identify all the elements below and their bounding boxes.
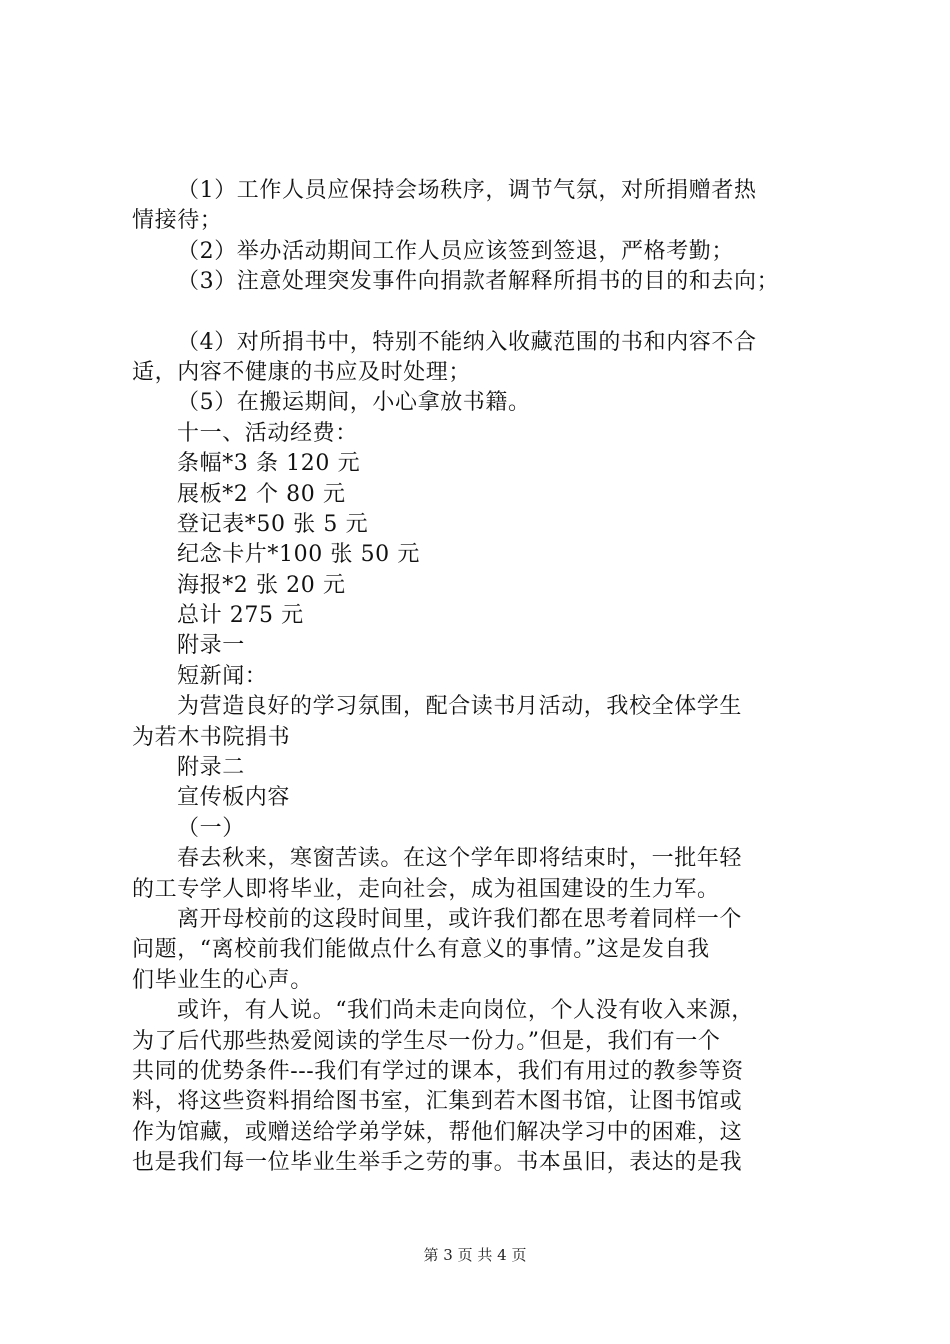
text-line: 适，内容不健康的书应及时处理； (132, 359, 472, 385)
text-line: 宣传板内容 (177, 785, 291, 811)
text-line: 春去秋来，寒窗苦读。在这个学年即将结束时，一批年轻 (177, 846, 743, 872)
budget-item: 条幅*3 条 120 元 (177, 451, 361, 477)
text-line: 或许，有人说。“我们尚未走向岗位，个人没有收入来源， (177, 998, 754, 1024)
text-line: （5）在搬运期间，小心拿放书籍。 (177, 390, 531, 416)
text-line: （一） (177, 815, 245, 841)
page-number-footer: 第 3 页 共 4 页 (423, 1246, 527, 1264)
document-body (132, 176, 844, 1179)
budget-total: 总计 275 元 (177, 603, 304, 629)
text-line: 为营造良好的学习氛围，配合读书月活动，我校全体学生 (177, 694, 743, 720)
appendix-heading: 附录二 (177, 755, 245, 781)
text-line: 共同的优势条件---我们有学过的课本，我们有用过的教参等资 (132, 1058, 744, 1084)
text-line: 为了后代那些热爱阅读的学生尽一份力。”但是，我们有一个 (132, 1028, 721, 1054)
text-line: 作为馆藏，或赠送给学弟学妹，帮他们解决学习中的困难，这 (132, 1119, 743, 1145)
text-line: 料，将这些资料捐给图书室，汇集到若木图书馆，让图书馆或 (132, 1089, 743, 1115)
budget-item: 展板*2 个 80 元 (177, 481, 346, 507)
text-line: 为若木书院捐书 (132, 724, 291, 750)
budget-item: 纪念卡片*100 张 50 元 (177, 542, 420, 568)
budget-item: 海报*2 张 20 元 (177, 572, 346, 598)
text-line: 离开母校前的这段时间里，或许我们都在思考着同样一个 (177, 906, 743, 932)
text-line: 情接待； (132, 208, 223, 234)
appendix-heading: 附录一 (177, 633, 245, 659)
text-line: （2）举办活动期间工作人员应该签到签退，严格考勤； (177, 238, 734, 264)
blank-line (132, 298, 844, 328)
text-line: 问题，“离校前我们能做点什么有意义的事情。”这是发自我 (132, 937, 710, 963)
text-line: 们毕业生的心声。 (132, 967, 313, 993)
text-line: （1）工作人员应保持会场秩序，调节气氛，对所捐赠者热 (177, 178, 757, 203)
text-line: 的工专学人即将毕业，走向社会，成为祖国建设的生力军。 (132, 876, 720, 902)
section-heading: 十一、活动经费： (177, 420, 358, 446)
text-line: （4）对所捐书中，特别不能纳入收藏范围的书和内容不合 (177, 329, 757, 355)
text-line: 短新闻： (177, 663, 268, 689)
text-line: （3）注意处理突发事件向捐款者解释所捐书的目的和去向； (177, 269, 780, 295)
text-line: 也是我们每一位毕业生举手之劳的事。书本虽旧，表达的是我 (132, 1150, 743, 1176)
budget-item: 登记表*50 张 5 元 (177, 511, 369, 537)
